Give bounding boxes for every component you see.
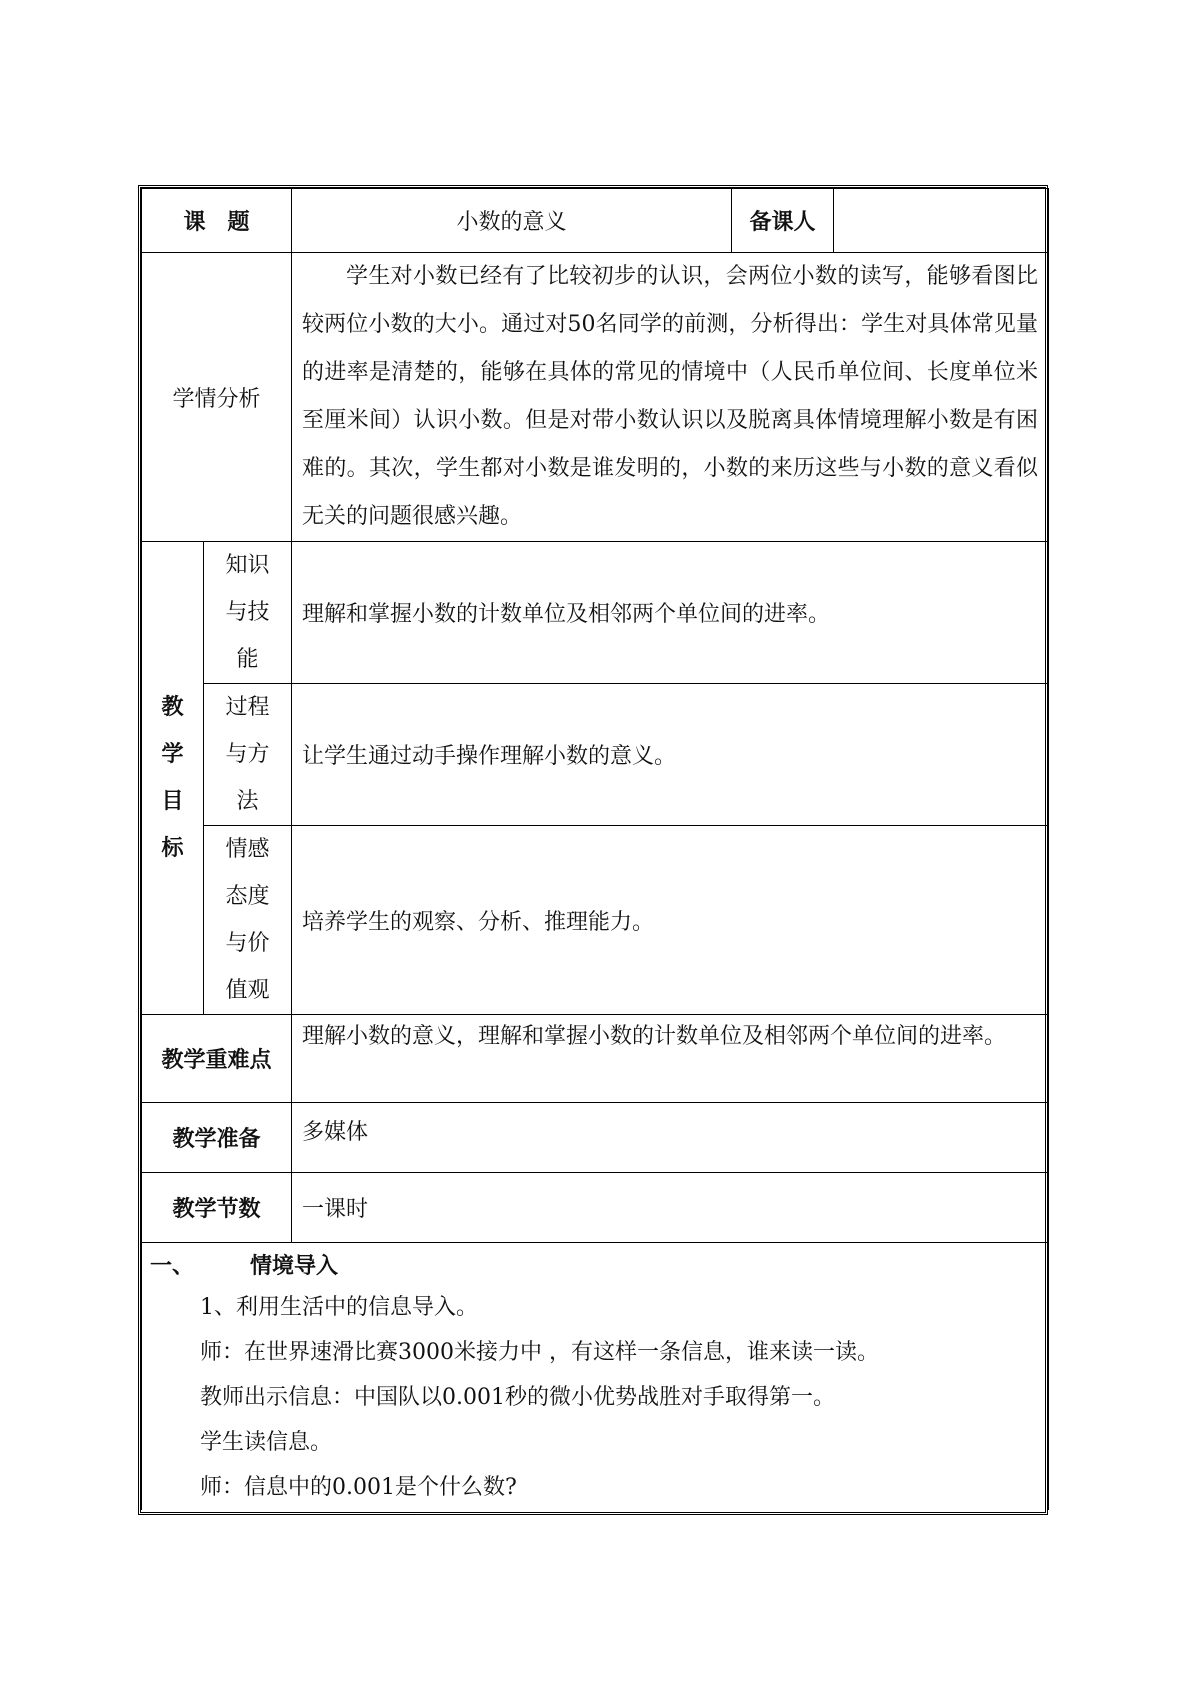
periods-label: 教学节数	[142, 1173, 292, 1243]
preparation-row	[142, 1103, 1049, 1173]
goal-sub-label-line: 值观	[225, 978, 270, 1003]
lesson-plan-grid	[141, 188, 1049, 1510]
goal-text-emotion: 培养学生的观察、分析、推理能力。	[292, 826, 1049, 1015]
goal-text-process: 让学生通过动手操作理解小数的意义。	[292, 684, 1049, 826]
goals-label-char: 学	[161, 742, 184, 767]
process-row	[142, 1243, 1049, 1511]
periods-text: 一课时	[292, 1173, 1049, 1243]
process-line: 师：信息中的0.001是个什么数?	[200, 1475, 517, 1500]
goal-sub-label-line: 与方	[225, 742, 270, 767]
goal-sub-label-line: 法	[236, 789, 259, 814]
goal-row-emotion	[142, 826, 1049, 1015]
process-section	[142, 1243, 1049, 1511]
keypoints-row	[142, 1015, 1049, 1103]
preparer-value	[834, 189, 1049, 253]
goal-sub-label-line: 能	[236, 647, 259, 672]
goal-text-knowledge: 理解和掌握小数的计数单位及相邻两个单位间的进率。	[292, 542, 1049, 684]
goal-sub-label-line: 态度	[225, 884, 270, 909]
goals-label	[142, 542, 204, 1015]
preparer-label: 备课人	[732, 189, 834, 253]
goal-sub-label-knowledge	[204, 542, 292, 684]
goal-sub-label-line: 与价	[225, 931, 270, 956]
goals-label-char: 标	[161, 836, 184, 861]
goal-sub-label-line: 过程	[225, 695, 270, 720]
goal-sub-label-line: 与技	[225, 600, 270, 625]
lesson-plan-table	[138, 185, 1048, 1515]
analysis-text: 学生对小数已经有了比较初步的认识，会两位小数的读写，能够看图比较两位小数的大小。通过对50名同学的前测，分析得出：学生对具体常见量的进率是清楚的，能够在具体的常见的情境中（人民币单位间、长度单位米至厘米间）认识小数。但是对带小数认识以及脱离具体情境理解小数是有困难的。其次，学生都对小数是谁发明的，小数的来历这些与小数的意义看似无关的问题很感兴趣。	[292, 253, 1049, 542]
preparation-label: 教学准备	[142, 1103, 292, 1173]
process-heading-text: 情境导入	[250, 1253, 339, 1279]
process-line: 学生读信息。	[200, 1430, 333, 1455]
keypoints-text: 理解小数的意义，理解和掌握小数的计数单位及相邻两个单位间的进率。	[292, 1015, 1049, 1103]
goal-sub-label-line: 情感	[225, 837, 270, 862]
analysis-row	[142, 253, 1049, 542]
process-line: 1、利用生活中的信息导入。	[200, 1295, 478, 1320]
topic-row	[142, 189, 1049, 253]
topic-label: 课 题	[142, 189, 292, 253]
process-line: 师：在世界速滑比赛3000米接力中 ，有这样一条信息，谁来读一读。	[200, 1340, 879, 1365]
goals-label-char: 目	[161, 789, 184, 814]
goal-sub-label-process	[204, 684, 292, 826]
goals-label-char: 教	[161, 695, 184, 720]
goal-row-knowledge	[142, 542, 1049, 684]
keypoints-label: 教学重难点	[142, 1015, 292, 1103]
topic-value: 小数的意义	[292, 189, 732, 253]
process-line: 教师出示信息：中国队以0.001秒的微小优势战胜对手取得第一。	[200, 1385, 835, 1410]
analysis-label: 学情分析	[142, 253, 292, 542]
periods-row	[142, 1173, 1049, 1243]
goal-row-process	[142, 684, 1049, 826]
goal-sub-label-line: 知识	[225, 553, 270, 578]
process-heading-number: 一、	[150, 1253, 195, 1279]
preparation-text: 多媒体	[292, 1103, 1049, 1173]
goal-sub-label-emotion	[204, 826, 292, 1015]
process-lines	[142, 1285, 1048, 1510]
process-heading	[142, 1243, 1048, 1285]
